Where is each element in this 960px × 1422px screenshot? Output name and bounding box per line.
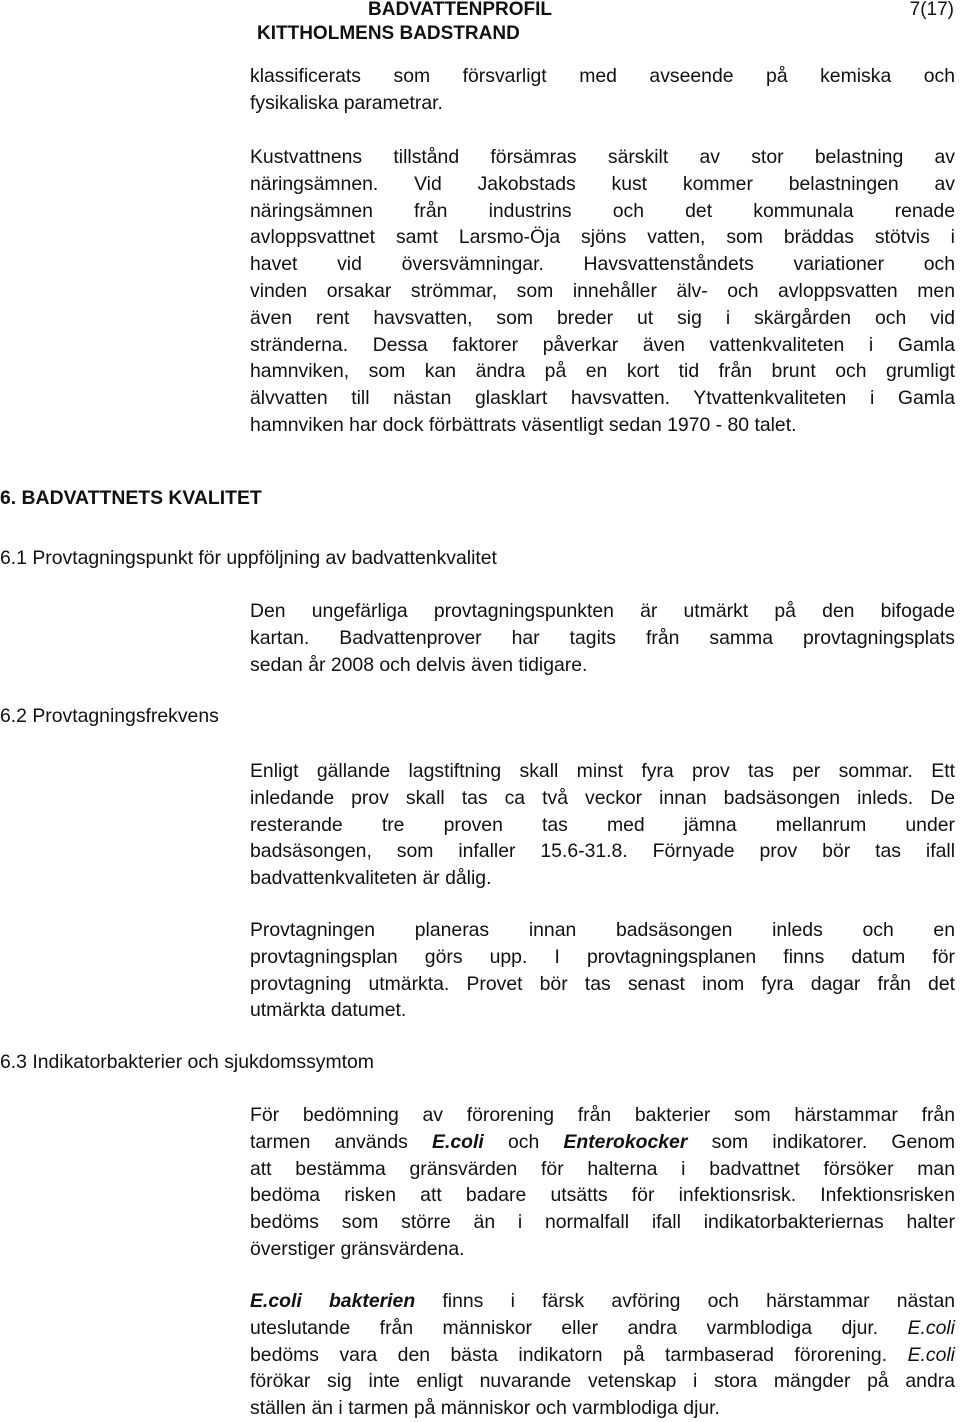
text-line [250,1129,955,1156]
text-segment: hamnviken, som kan ändra på en kort tid från brunt och grumligt [250,360,955,383]
text-segment: badvattenkvaliteten är dålig. [250,867,492,890]
text-segment: badsäsongen, som infaller 15.6-31.8. Förnyade prov bör tas ifall [250,840,955,863]
text-segment: havet vid översvämningar. Havsvattenståndets variationer och [250,253,955,276]
text-line [250,625,955,652]
text-segment: provtagning utmärkta. Provet bör tas senast inom fyra dagar från det [250,972,955,995]
text-segment: och [483,1130,564,1153]
text-line [250,63,955,90]
text-segment: resterande tre proven tas med jämna mellanrum under [250,813,955,836]
document-title: BADVATTENPROFIL [368,0,553,20]
text-segment: förökar sig inte enligt nuvarande vetenskap i stora mängder på andra [250,1370,955,1393]
text-line [250,305,955,332]
text-line [250,785,955,812]
text-line [250,1315,955,1342]
text-segment: avloppsvattnet samt Larsmo-Öja sjöns vatten, som bräddas stötvis i [250,226,955,249]
text-line [250,812,955,839]
text-segment: överstiger gränsvärdena. [250,1237,465,1260]
text-line [250,971,955,998]
text-line [250,278,955,305]
paragraph-p2 [250,144,955,439]
text-line [250,385,955,412]
emphasized-text: Enterokocker [563,1130,688,1153]
text-line [250,1236,955,1263]
text-line [250,1342,955,1369]
text-segment: hamnviken har dock förbättrats väsentligt sedan 1970 - 80 talet. [250,413,797,436]
text-segment: Den ungefärliga provtagningspunkten är utmärkt på den bifogade [250,600,955,622]
text-line [250,358,955,385]
text-segment: även rent havsvatten, som breder ut sig i skärgården och vid [250,306,955,329]
page-number: 7(17) [909,0,954,20]
text-line [250,997,955,1024]
text-segment: kartan. Badvattenprover har tagits från samma provtagningsplats [250,626,955,649]
text-segment: klassificerats som försvarligt med avseende på kemiska och [250,65,955,87]
section-heading: 6.1 Provtagningspunkt för uppföljning av badvattenkvalitet [0,547,497,569]
text-line [250,412,955,439]
text-segment: att bestämma gränsvärden för halterna i badvattnet försöker man [250,1157,955,1180]
text-segment: älvvatten till nästan glasklart havsvatten. Ytvattenkvaliteten i Gamla [250,387,955,410]
text-segment: inledande prov skall tas ca två veckor innan badsäsongen inleds. De [250,786,955,809]
text-line [250,224,955,251]
text-line [250,251,955,278]
text-segment: utmärkta datumet. [250,999,407,1022]
text-segment: bedöma risken att badare utsätts för infektionsrisk. Infektionsrisken [250,1184,955,1207]
text-segment: stränderna. Dessa faktorer påverkar även vattenkvaliteten i Gamla [250,333,955,356]
text-line [250,171,955,198]
section-heading: 6. BADVATTNETS KVALITET [0,487,262,509]
text-segment: Kustvattnens tillstånd försämras särskilt av stor belastning av [250,146,955,168]
text-segment: som indikatorer. Genom [687,1130,956,1153]
text-segment: näringsämnen från industrins och det kommunala renade [250,199,955,222]
text-line [250,1368,955,1395]
text-line [250,1209,955,1236]
paragraph-p4 [250,758,955,892]
text-segment: tarmen används [250,1130,433,1153]
document-subtitle: KITTHOLMENS BADSTRAND [257,23,520,44]
text-segment: bedöms vara den bästa indikatorn på tarmbaserad förorening. [250,1343,908,1366]
section-heading: 6.3 Indikatorbakterier och sjukdomssymtom [0,1051,374,1073]
text-segment: ställen än i tarmen på människor och varmblodiga djur. [250,1397,720,1420]
text-segment: bedöms som större än i normalfall ifall indikatorbakteriernas halter [250,1211,955,1234]
paragraph-p3 [250,598,955,678]
text-segment: provtagningsplan görs upp. I provtagningsplanen finns datum för [250,945,955,968]
text-line [250,917,955,944]
paragraph-p7 [250,1288,955,1422]
text-line [250,1288,955,1315]
text-line [250,1182,955,1209]
section-heading: 6.2 Provtagningsfrekvens [0,705,219,727]
text-segment: finns i färsk avföring och härstammar nästan [415,1290,956,1312]
text-line [250,1156,955,1183]
text-segment: näringsämnen. Vid Jakobstads kust kommer belastningen av [250,172,955,195]
emphasized-text: E.coli [432,1130,484,1153]
text-line [250,652,955,679]
text-segment: fysikaliska parametrar. [250,91,443,114]
text-line [250,865,955,892]
text-line [250,144,955,171]
text-segment: Enligt gällande lagstiftning skall minst fyra prov tas per sommar. Ett [250,760,955,782]
text-line [250,758,955,785]
text-line [250,944,955,971]
text-line [250,332,955,359]
text-segment: sedan år 2008 och delvis även tidigare. [250,653,588,676]
paragraph-p1 [250,63,955,117]
text-segment: uteslutande från människor eller andra varmblodiga djur. [250,1316,908,1339]
text-line [250,838,955,865]
text-line [250,1102,955,1129]
text-segment: Provtagningen planeras innan badsäsongen inleds och en [250,919,955,941]
text-line [250,598,955,625]
text-line [250,1395,955,1422]
paragraph-p5 [250,917,955,1024]
emphasized-text: E.coli bakterien [250,1290,416,1312]
paragraph-p6 [250,1102,955,1263]
text-segment: vinden orsakar strömmar, som innehåller älv- och avloppsvatten men [250,279,955,302]
text-line [250,90,955,117]
emphasized-text: E.coli [907,1316,955,1339]
text-segment: För bedömning av förorening från bakterier som härstammar från [250,1104,955,1126]
text-line [250,198,955,225]
emphasized-text: E.coli [907,1343,955,1366]
